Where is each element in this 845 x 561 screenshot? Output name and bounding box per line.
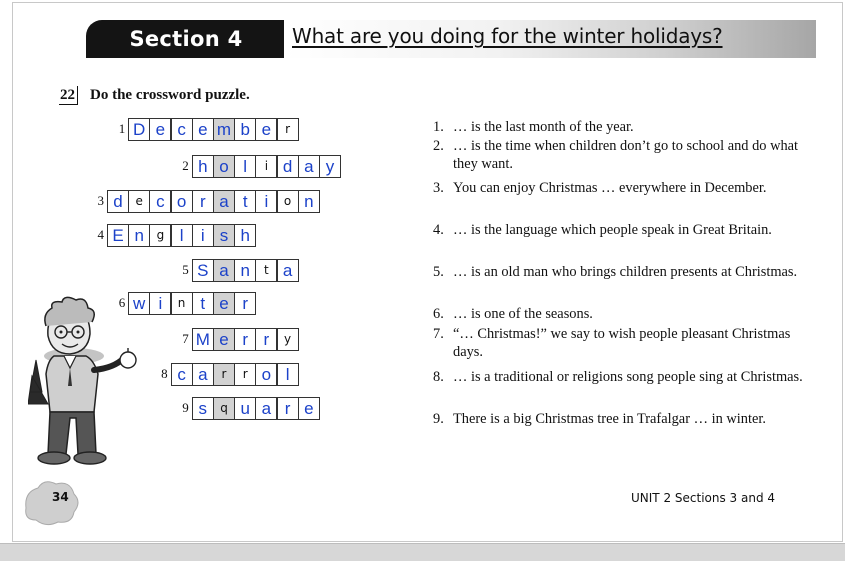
crossword-row-number: 1 bbox=[118, 121, 126, 136]
crossword-cell[interactable]: d bbox=[277, 155, 299, 178]
clue-4: 4. … is the language which people speak in Great Britain. bbox=[433, 222, 772, 238]
crossword-cell[interactable]: s bbox=[192, 397, 214, 420]
crossword-cell[interactable]: r bbox=[234, 328, 256, 351]
crossword-cell[interactable]: s bbox=[213, 224, 235, 247]
crossword-cell[interactable]: i bbox=[255, 155, 277, 178]
crossword-cell[interactable]: n bbox=[128, 224, 150, 247]
clue-6: 6. … is one of the seasons. bbox=[433, 306, 593, 322]
boy-illustration bbox=[28, 294, 138, 469]
crossword-cell[interactable]: E bbox=[107, 224, 129, 247]
crossword-cell[interactable]: a bbox=[298, 155, 320, 178]
crossword-cell[interactable]: n bbox=[234, 259, 256, 282]
clue-9: 9. There is a big Christmas tree in Trafalgar … in winter. bbox=[433, 411, 766, 427]
crossword-cell[interactable]: u bbox=[234, 397, 256, 420]
crossword-row-number: 6 bbox=[118, 295, 126, 310]
crossword-cell[interactable]: g bbox=[149, 224, 171, 247]
exercise-instruction: Do the crossword puzzle. bbox=[90, 87, 250, 103]
clue-3: 3. You can enjoy Christmas … everywhere in December. bbox=[433, 180, 767, 196]
crossword-cell[interactable]: c bbox=[171, 363, 193, 386]
crossword-cell[interactable]: t bbox=[192, 292, 214, 315]
footer-unit: UNIT 2 Sections 3 and 4 bbox=[631, 491, 776, 505]
viewer-bottom-bar bbox=[0, 543, 845, 561]
crossword-cell[interactable]: e bbox=[255, 118, 277, 141]
crossword-cell[interactable]: S bbox=[192, 259, 214, 282]
crossword-cell[interactable]: m bbox=[213, 118, 235, 141]
crossword-cell[interactable]: l bbox=[234, 155, 256, 178]
crossword-cell[interactable]: q bbox=[213, 397, 235, 420]
crossword-cell[interactable]: e bbox=[213, 292, 235, 315]
crossword-cell[interactable]: h bbox=[192, 155, 214, 178]
crossword-cell[interactable]: n bbox=[171, 292, 193, 315]
exercise-number: 22 bbox=[59, 86, 78, 105]
section-label: Section 4 bbox=[86, 20, 286, 58]
crossword-cell[interactable]: r bbox=[255, 328, 277, 351]
crossword-row-number: 5 bbox=[182, 262, 189, 277]
crossword-cell[interactable]: o bbox=[277, 190, 299, 213]
crossword-cell[interactable]: a bbox=[255, 397, 277, 420]
crossword-cell[interactable]: a bbox=[213, 259, 235, 282]
crossword-row-number: 8 bbox=[161, 366, 168, 381]
crossword-row-number: 3 bbox=[97, 193, 104, 208]
crossword-cell[interactable]: c bbox=[171, 118, 193, 141]
page-number: 34 bbox=[52, 490, 69, 504]
clue-1: 1. … is the last month of the year. bbox=[433, 119, 634, 135]
crossword-cell[interactable]: t bbox=[234, 190, 256, 213]
crossword-cell[interactable]: o bbox=[255, 363, 277, 386]
crossword-cell[interactable]: l bbox=[171, 224, 193, 247]
section-title: What are you doing for the winter holidays? bbox=[292, 24, 723, 48]
crossword-cell[interactable]: r bbox=[192, 190, 214, 213]
crossword-cell[interactable]: e bbox=[128, 190, 150, 213]
crossword-cell[interactable]: t bbox=[255, 259, 277, 282]
crossword-cell[interactable]: i bbox=[149, 292, 171, 315]
crossword-row-number: 7 bbox=[182, 331, 189, 346]
crossword-cell[interactable]: c bbox=[149, 190, 171, 213]
crossword-cell[interactable]: a bbox=[192, 363, 214, 386]
clue-7: 7. “… Christmas!” we say to wish people pleasant Christmas days. bbox=[433, 326, 791, 360]
crossword-cell[interactable]: n bbox=[298, 190, 320, 213]
crossword-cell[interactable]: r bbox=[277, 397, 299, 420]
crossword-row-number: 9 bbox=[182, 400, 189, 415]
crossword-cell[interactable]: a bbox=[277, 259, 299, 282]
crossword-cell[interactable]: e bbox=[192, 118, 214, 141]
crossword-cell[interactable]: w bbox=[128, 292, 150, 315]
crossword-cell[interactable]: b bbox=[234, 118, 256, 141]
crossword-cell[interactable]: a bbox=[213, 190, 235, 213]
crossword-cell[interactable]: y bbox=[277, 328, 299, 351]
clue-2: 2. … is the time when children don’t go to school and do what they want. bbox=[433, 138, 799, 172]
crossword-cell[interactable]: e bbox=[298, 397, 320, 420]
crossword-cell[interactable]: r bbox=[234, 363, 256, 386]
crossword-cell[interactable]: h bbox=[234, 224, 256, 247]
crossword-cell[interactable]: D bbox=[128, 118, 150, 141]
clue-8: 8. … is a traditional or religions song people sing at Christmas. bbox=[433, 369, 803, 385]
crossword-row-number: 2 bbox=[182, 158, 189, 173]
crossword-cell[interactable]: M bbox=[192, 328, 214, 351]
crossword-row-number: 4 bbox=[97, 227, 104, 242]
crossword-cell[interactable]: i bbox=[192, 224, 214, 247]
crossword-cell[interactable]: o bbox=[171, 190, 193, 213]
crossword-cell[interactable]: o bbox=[213, 155, 235, 178]
crossword-cell[interactable]: r bbox=[234, 292, 256, 315]
clue-5: 5. … is an old man who brings children presents at Christmas. bbox=[433, 264, 798, 280]
crossword-cell[interactable]: e bbox=[149, 118, 171, 141]
crossword-cell[interactable]: i bbox=[255, 190, 277, 213]
crossword-cell[interactable]: d bbox=[107, 190, 129, 213]
crossword-cell[interactable]: l bbox=[277, 363, 299, 386]
crossword-cell[interactable]: e bbox=[213, 328, 235, 351]
crossword-cell[interactable]: r bbox=[277, 118, 299, 141]
crossword-cell[interactable]: y bbox=[319, 155, 341, 178]
crossword-cell[interactable]: r bbox=[213, 363, 235, 386]
